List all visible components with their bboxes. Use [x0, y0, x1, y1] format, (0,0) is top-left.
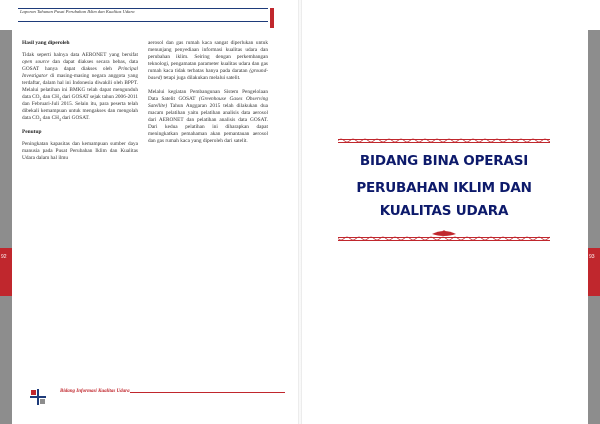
page-gutter [298, 0, 302, 424]
footer-rule [130, 392, 285, 393]
right-page-number: 93 [589, 254, 595, 260]
training-paragraph: Melalui kegiatan Pembangunan Sistem Pengelolaan Data Satelit GOSAT (Greenhouse Gases Observing Satellite) Tahun Anggaran 2015 telah dilakukan dua macam pelatihan yaitu pelatihan analisis data aerosol dari AERONET dan pelatihan analisis data GOSAT. Dari kedua pelatihan ini diharapkan dapat meningkatkan pemahaman akan pemantauan aerosol dan gas rumah kaca yang diperoleh dari satelit. [148, 89, 269, 144]
running-header-title: Laporan Tahunan Pusat Perubahan Iklim dan Kualitas Udara [20, 9, 135, 14]
left-column-2 [148, 40, 268, 152]
left-page-number: 92 [1, 254, 7, 260]
header-accent-tab [270, 8, 274, 28]
section-heading-results: Hasil yang diperoleh [22, 40, 70, 46]
left-margin-bar [0, 30, 12, 424]
closing-paragraph-start: Peningkatan kapasitas dan kemampuan sumber daya manusia pada Pusat Perubahan Iklim dan Kualitas Udara dalam hal ilmu [22, 141, 138, 161]
section-title-line-3: KUALITAS UDARA [379, 203, 509, 219]
footer-text: Bidang Informasi Kualitas Udara [60, 389, 130, 394]
section-title-line-2: PERUBAHAN IKLIM DAN [356, 180, 532, 196]
section-heading-closing: Penutup [22, 129, 42, 135]
footer-logo-icon [28, 387, 48, 407]
closing-paragraph-cont: aerosol dan gas rumah kaca sangat diperlukan untuk menunjang penyediaan informasi kualitas udara dan perubahan iklim. Seiring dengan perkembangan teknologi, pengamatan parameter kualitas udara dan gas rumah kaca tidak terbatas hanya pada daratan (ground-based) tetapi juga dilakukan melalui satelit. [148, 40, 268, 81]
section-title-line-1: BIDANG BINA OPERASI [359, 153, 529, 169]
results-paragraph: Tidak seperti halnya data AERONET yang bersifat open source dan dapat diakses secara bebas, data GOSAT hanya dapat diakses oleh Principal Investigator di masing-masing negara anggota yang terdaftar, dalam hal ini Indonesia diwakili oleh BPPT. Melalui pelatihan ini BMKG telah dapat mengunduh data $CO_2$ dan $CH_4$ dari GOSAT sejak tahun 2006-2011 dan Februari-Juli 2015. Selain itu, para peserta telah dibekali kemampuan untuk mengakses dan mengolah data $CO_2$ dan $CH_4$ dari GOSAT. [22, 52, 139, 123]
right-margin-bar [588, 30, 600, 424]
left-column-1 [22, 40, 138, 169]
